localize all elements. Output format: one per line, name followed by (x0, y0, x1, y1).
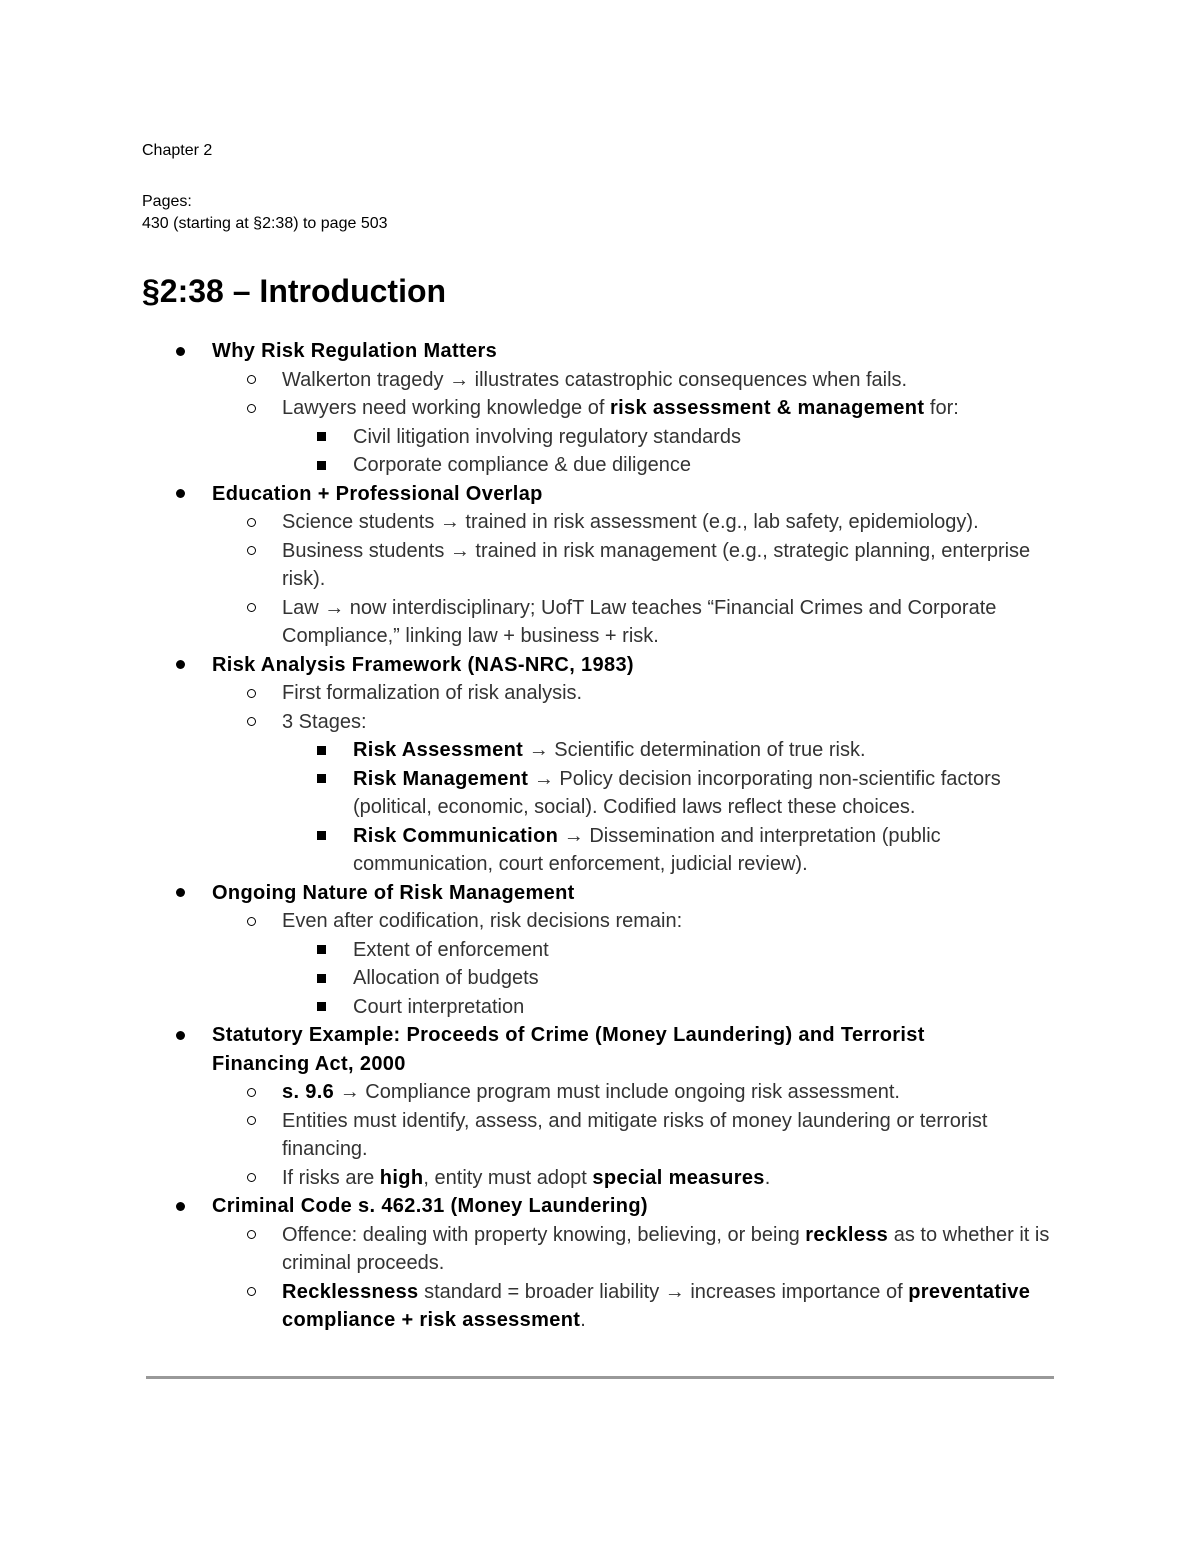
body-text: 3 Stages: (282, 710, 367, 733)
square-bullet-icon (317, 765, 326, 794)
bold-text: Criminal Code s. 462.31 (Money Laundering) (212, 1195, 648, 1217)
outline-item-level-2 (0, 594, 1072, 651)
square-bullet-icon (317, 936, 326, 965)
hollow-circle-bullet-icon (247, 366, 256, 395)
outline-item-level-2 (0, 679, 1072, 708)
filled-circle-bullet-icon (176, 1021, 185, 1050)
body-text: If risks are (282, 1166, 380, 1189)
bold-text: Recklessness (282, 1280, 419, 1303)
bold-text: reckless (805, 1223, 889, 1246)
hollow-circle-bullet-icon (247, 594, 256, 623)
bold-text: Education + Professional Overlap (212, 482, 543, 505)
outline-item-level-1 (0, 879, 972, 908)
body-text: . (580, 1309, 586, 1331)
body-text: Law → now interdisciplinary; UofT Law teaches “Financial Crimes and Corporate Compliance,” linking law + business + risk. (282, 596, 997, 647)
bold-text: Risk Communication (353, 824, 559, 847)
body-text: . (764, 1166, 771, 1189)
filled-circle-bullet-icon (176, 651, 185, 680)
body-text: Science students → trained in risk assessment (e.g., lab safety, epidemiology). (282, 511, 979, 533)
body-text: Lawyers need working knowledge of (282, 397, 610, 419)
body-text: standard = broader liability → increases importance of (418, 1280, 909, 1303)
bold-text: Ongoing Nature of Risk Management (212, 881, 575, 904)
outline-item-level-1 (0, 337, 972, 366)
bold-text: s. 9.6 (282, 1081, 335, 1103)
body-text: for: (924, 397, 959, 419)
body-text: as to whether it is criminal proceeds. (282, 1223, 1050, 1274)
body-text: Even after codification, risk decisions remain: (282, 910, 683, 932)
outline-item-level-2 (0, 394, 1072, 423)
body-text: Civil litigation involving regulatory standards (353, 425, 741, 448)
horizontal-divider (146, 1376, 1054, 1379)
pages-label: Pages: (142, 193, 192, 210)
body-text: Entities must identify, assess, and mitigate risks of money laundering or terrorist financing. (282, 1109, 988, 1160)
filled-circle-bullet-icon (176, 1192, 185, 1221)
square-bullet-icon (317, 451, 326, 480)
body-text: Corporate compliance & due diligence (353, 454, 691, 476)
hollow-circle-bullet-icon (247, 1107, 256, 1136)
outline-item-level-3 (0, 736, 1073, 765)
square-bullet-icon (317, 822, 326, 851)
hollow-circle-bullet-icon (247, 394, 256, 423)
outline-item-level-1 (0, 651, 972, 680)
body-text: → Policy decision incorporating non-scientific factors (political, economic, social). Codified laws reflect these choices. (353, 767, 1001, 818)
chapter-label: Chapter 2 (142, 142, 213, 159)
hollow-circle-bullet-icon (247, 537, 256, 566)
outline-item-level-3 (0, 451, 1073, 480)
body-text: Allocation of budgets (353, 967, 539, 989)
outline-item-level-3 (0, 765, 1073, 822)
bold-text: preventative compliance + risk assessment (282, 1280, 1031, 1331)
body-text: Extent of enforcement (353, 938, 549, 961)
square-bullet-icon (317, 736, 326, 765)
bold-text: risk assessment & management (609, 397, 925, 419)
outline-item-level-1 (0, 1021, 972, 1078)
bold-text: Risk Analysis Framework (NAS-NRC, 1983) (212, 653, 634, 676)
hollow-circle-bullet-icon (247, 1221, 256, 1250)
outline-item-level-3 (0, 964, 1073, 993)
hollow-circle-bullet-icon (247, 907, 256, 936)
outline-item-level-1 (0, 1192, 972, 1221)
body-text: Offence: dealing with property knowing, believing, or being (282, 1223, 806, 1246)
body-text: Business students → trained in risk management (e.g., strategic planning, enterprise risk). (282, 539, 1031, 590)
bold-text: Risk Management (353, 767, 529, 790)
outline-item-level-2 (0, 366, 1072, 395)
bold-text: Why Risk Regulation Matters (212, 340, 498, 362)
outline-item-level-2 (0, 1078, 1072, 1107)
outline-item-level-2 (0, 1278, 1072, 1335)
section-title: §2:38 – Introduction (142, 273, 447, 309)
outline-item-level-2 (0, 1107, 1072, 1164)
square-bullet-icon (317, 993, 326, 1022)
square-bullet-icon (317, 423, 326, 452)
outline-item-level-2 (0, 1221, 1072, 1278)
bold-text: high (379, 1166, 424, 1189)
body-text: Walkerton tragedy → illustrates catastrophic consequences when fails. (282, 368, 908, 391)
body-text: → Compliance program must include ongoing risk assessment. (334, 1081, 900, 1103)
outline-item-level-2 (0, 907, 1072, 936)
outline-item-level-3 (0, 936, 1073, 965)
filled-circle-bullet-icon (176, 337, 185, 366)
square-bullet-icon (317, 964, 326, 993)
hollow-circle-bullet-icon (247, 1278, 256, 1307)
hollow-circle-bullet-icon (247, 508, 256, 537)
notes-outline (0, 337, 1200, 1335)
body-text: → Dissemination and interpretation (public communication, court enforcement, judicial review). (353, 824, 941, 875)
bold-text: special measures (592, 1166, 765, 1189)
body-text: → Scientific determination of true risk. (523, 739, 866, 761)
body-text: First formalization of risk analysis. (282, 682, 583, 704)
outline-item-level-2 (0, 537, 1072, 594)
bold-text: Statutory Example: Proceeds of Crime (Money Laundering) and Terrorist Financing Act, 2000 (212, 1024, 925, 1075)
outline-item-level-3 (0, 423, 1073, 452)
hollow-circle-bullet-icon (247, 1078, 256, 1107)
hollow-circle-bullet-icon (247, 1164, 256, 1193)
body-text: , entity must adopt (423, 1166, 593, 1189)
bold-text: Risk Assessment (353, 739, 524, 761)
outline-item-level-2 (0, 708, 1072, 737)
body-text: Court interpretation (353, 995, 525, 1018)
outline-item-level-2 (0, 1164, 1072, 1193)
outline-item-level-3 (0, 993, 1073, 1022)
pages-range: 430 (starting at §2:38) to page 503 (142, 215, 388, 232)
outline-item-level-3 (0, 822, 1073, 879)
filled-circle-bullet-icon (176, 879, 185, 908)
outline-item-level-1 (0, 480, 972, 509)
outline-item-level-2 (0, 508, 1072, 537)
hollow-circle-bullet-icon (247, 679, 256, 708)
filled-circle-bullet-icon (176, 480, 185, 509)
hollow-circle-bullet-icon (247, 708, 256, 737)
